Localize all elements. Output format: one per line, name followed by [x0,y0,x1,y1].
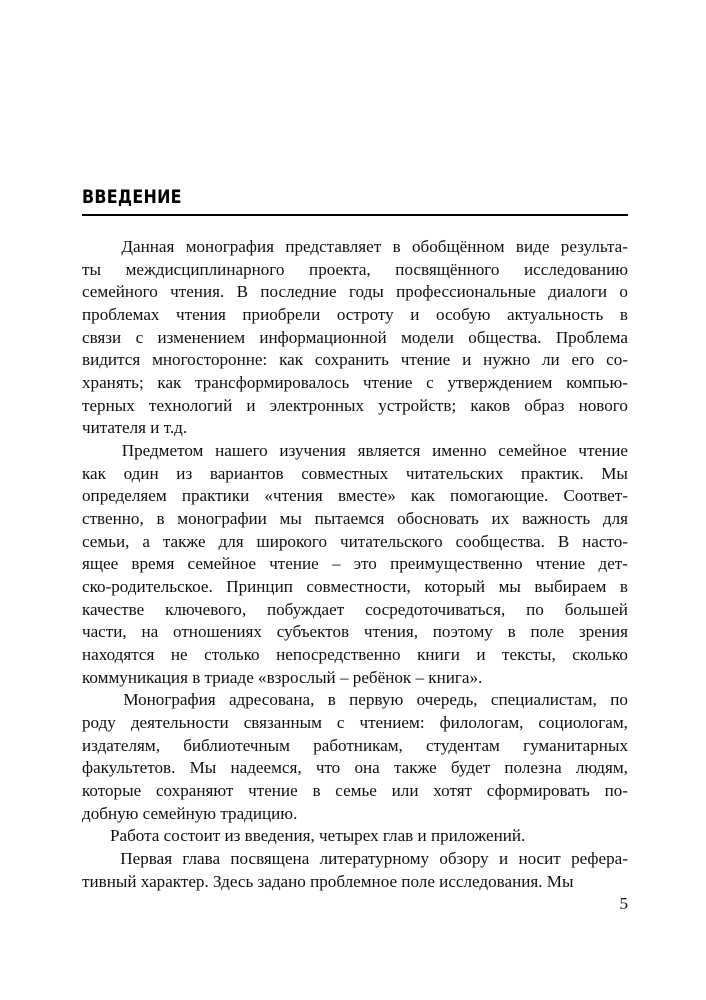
text-run: чтение [578,441,628,461]
text-run: последние [260,282,337,302]
text-run: является [357,441,421,461]
text-run: Работа состоит из введения, четырех глав и приложений. [110,826,526,846]
text-line [82,417,628,440]
text-run: книги [417,645,460,665]
text-run: сообщества. [455,531,545,551]
text-run: Соответ- [563,486,628,506]
paragraph-indent [82,689,110,712]
text-run: важность [521,509,591,529]
text-run: как [157,373,182,393]
text-run: ключевого, [165,599,247,619]
text-run: чтением: [359,713,425,733]
text-run: первую [349,690,404,710]
text-run: нашего [215,441,268,461]
text-run: с [135,327,144,347]
text-run: глава [182,849,221,869]
text-line [82,621,628,644]
text-run: широкого [256,531,328,551]
text-run: в [619,577,628,597]
text-run: в [156,509,165,529]
text-run: она [354,758,380,778]
text-run: из [176,463,193,483]
page-number: 5 [619,894,628,913]
text-run: модели [401,327,454,347]
text-line [82,599,628,622]
text-run: семьи, [82,531,130,551]
text-run: ско-родительское. [82,577,213,597]
text-run: многосторонне: [152,350,268,370]
text-run: со- [606,350,628,370]
text-run: как [410,486,435,506]
text-run: сколько [572,645,628,665]
text-run: вместе» [337,486,396,506]
text-run: монографии [177,509,267,529]
text-run: чтение [248,781,298,801]
text-run: о [619,282,628,302]
text-run: факультетов. [82,758,176,778]
text-run: по [526,599,544,619]
text-line [82,440,628,463]
text-run: мы [279,509,302,529]
text-run: сохраняют [155,781,234,801]
page-title: ВВЕДЕНИЕ [82,186,182,208]
text-run: субъектов [276,622,350,642]
text-run: насто- [582,531,628,551]
text-run: мы [498,577,521,597]
text-run: также [393,758,437,778]
text-run: монография [185,237,274,256]
text-run: а [142,531,150,551]
text-run: нужно [483,350,531,370]
body-text-block [82,236,628,893]
text-run: приобрели [242,305,321,325]
text-run: хранять; [82,373,144,393]
text-run: В [236,282,249,302]
text-run: пытаемся [314,509,385,529]
text-run: – [331,554,341,574]
text-run: в [619,305,628,325]
text-run: по- [604,781,628,801]
text-run: профессиональные [396,282,536,302]
text-run: годы [348,282,384,302]
text-run: практик. [521,463,584,483]
text-run: чтение [400,350,451,370]
text-run: для [602,509,628,529]
text-run: электронных [269,395,365,415]
text-run: и [476,645,486,665]
text-run: с [426,373,434,393]
text-run: посвящена [230,849,310,869]
text-run: побуждает [266,599,345,619]
text-run: Монография [123,690,216,710]
text-run: тексты, [502,645,556,665]
text-run: сосредоточиваться, [365,599,506,619]
text-run: тивный характер. Здесь задано проблемное поле исследования. Мы [82,871,574,891]
text-run: особую [435,305,491,325]
text-run: виде [515,237,550,256]
text-run: ты [82,259,101,279]
text-run: и [246,395,256,415]
text-run: читателя и т.д. [82,418,188,438]
text-run: филологам, [439,713,524,733]
text-run: полезна [504,758,562,778]
text-run: Проблема [555,327,628,347]
text-run: по [610,690,628,710]
text-run: ственно, [82,509,144,529]
text-line [82,259,628,282]
text-run: зрения [578,622,628,642]
text-run: на [141,622,159,642]
text-line [82,463,628,486]
text-line [82,757,628,780]
text-run: в [392,237,401,256]
text-run: обосновать [397,509,479,529]
text-run: социологам, [538,713,628,733]
text-run: Данная [121,237,175,256]
text-run: сохранить [314,350,389,370]
text-run: столько [204,645,260,665]
text-run: их [491,509,510,529]
text-run: общества. [468,327,542,347]
text-line [82,689,628,712]
text-run: надеемся, [230,758,302,778]
text-run: выбираем [534,577,607,597]
text-run: Предметом [121,441,204,461]
text-run: результа- [560,237,628,256]
text-run: это [353,554,377,574]
text-run: чтения, [363,622,418,642]
text-run: посвящённого [395,259,500,279]
text-run: большей [564,599,628,619]
text-run: и [410,305,420,325]
text-run: что [315,758,341,778]
text-run: компью- [566,373,628,393]
text-run: будет [450,758,491,778]
text-run: В [557,531,570,551]
section-heading-block [82,186,628,216]
text-run: издателям, [82,735,160,755]
text-run: совместности, [306,577,411,597]
paragraph-indent [82,825,110,848]
text-line [82,576,628,599]
text-run: ящее [82,554,119,574]
text-run: изменением [157,327,246,347]
text-run: библиотечным [183,735,290,755]
text-run: нового [578,395,628,415]
text-run: вариантов [209,463,284,483]
text-run: время [131,554,175,574]
text-run: диалоги [548,282,607,302]
text-run: обзору [439,849,489,869]
text-run: трансформировалось [195,373,350,393]
text-run: носит [518,849,561,869]
text-run: работникам, [313,735,403,755]
text-line [82,485,628,508]
text-line [82,735,628,758]
text-run: Принцип [226,577,293,597]
text-run: адресована, [228,690,315,710]
text-run: семейное [498,441,567,461]
text-line [82,327,628,350]
text-run: рефера- [571,849,628,869]
paragraph-indent [82,848,110,871]
text-run: проекта, [309,259,371,279]
text-run: и [498,849,509,869]
text-line [82,304,628,327]
text-run: чтения [176,305,226,325]
text-run: именно [432,441,487,461]
text-run: терных [82,395,135,415]
text-run: помогающие. [450,486,549,506]
text-run: людям, [575,758,628,778]
text-run: чтение [535,554,586,574]
text-run: исследованию [524,259,628,279]
text-line [82,349,628,372]
text-run: который [424,577,486,597]
paragraph-indent [82,440,110,463]
text-run: каков [470,395,511,415]
text-run: обобщённом [412,237,505,256]
text-run: как [82,463,106,483]
paragraph-indent [82,236,110,259]
text-run: читательского [340,531,443,551]
heading-divider [82,214,628,216]
text-run: поэтому [432,622,493,642]
text-run: специалистам, [490,690,597,710]
text-run: находятся [82,645,155,665]
text-run: сформировать [486,781,590,801]
text-line [82,780,628,803]
text-run: семье [335,781,377,801]
text-line [82,712,628,735]
text-run: дет- [598,554,628,574]
text-run: в [327,690,336,710]
text-run: технологий [148,395,233,415]
text-run: совместных [301,463,389,483]
text-run: отношениях [173,622,262,642]
text-run: «чтения [264,486,323,506]
text-run: семейное [187,554,256,574]
text-run: семейного [82,282,158,302]
text-run: определяем [82,486,167,506]
text-line [82,281,628,304]
text-run: добную семейную традицию. [82,803,298,823]
text-run: устройств; [378,395,457,415]
text-run: один [123,463,159,483]
text-run: или [391,781,419,801]
text-run: Мы [601,463,628,483]
text-run: связанным [243,713,322,733]
text-run: практики [181,486,250,506]
text-line [82,372,628,395]
text-run: также [162,531,206,551]
text-run: литературному [319,849,430,869]
text-run: его [571,350,595,370]
text-run: остроту [336,305,394,325]
text-run: информационной [259,327,387,347]
text-run: хотят [433,781,473,801]
text-run: чтение [362,373,413,393]
text-run: поле [530,622,565,642]
text-run: в [312,781,321,801]
text-line [82,667,628,690]
text-run: качестве [82,599,145,619]
text-run: для [218,531,244,551]
text-run: образ [524,395,565,415]
text-line [82,531,628,554]
text-run: актуальность [507,305,604,325]
text-run: междисциплинарного [125,259,285,279]
text-line [82,644,628,667]
text-run: которые [82,781,142,801]
text-run: изучения [279,441,346,461]
text-run: деятельности [130,713,229,733]
text-run: представляет [285,237,382,256]
text-run: ли [542,350,560,370]
text-run: читательских [405,463,504,483]
text-line [82,825,628,848]
text-run: с [336,713,345,733]
text-run: и [462,350,472,370]
text-line [82,803,628,826]
text-line [82,395,628,418]
text-run: гуманитарных [523,735,628,755]
text-run: чтение [269,554,319,574]
text-run: части, [82,622,127,642]
text-line [82,848,628,871]
text-run: непосредственно [276,645,401,665]
text-run: роду [82,713,116,733]
text-run: Первая [120,849,173,869]
text-line [82,508,628,531]
text-run: как [279,350,304,370]
text-line [82,236,628,259]
text-run: очередь, [416,690,478,710]
text-line [82,871,628,894]
text-run: не [170,645,188,665]
text-run: чтения. [170,282,225,302]
text-run: утверждением [447,373,553,393]
text-run: в [507,622,516,642]
text-run: Мы [189,758,217,778]
text-run: видится [82,350,141,370]
text-run: преимущественно [390,554,523,574]
text-line [82,553,628,576]
text-run: студентам [426,735,500,755]
text-run: проблемах [82,305,160,325]
text-run: коммуникация в триаде «взрослый – ребёнок – книга». [82,667,483,687]
text-run: связи [82,327,122,347]
